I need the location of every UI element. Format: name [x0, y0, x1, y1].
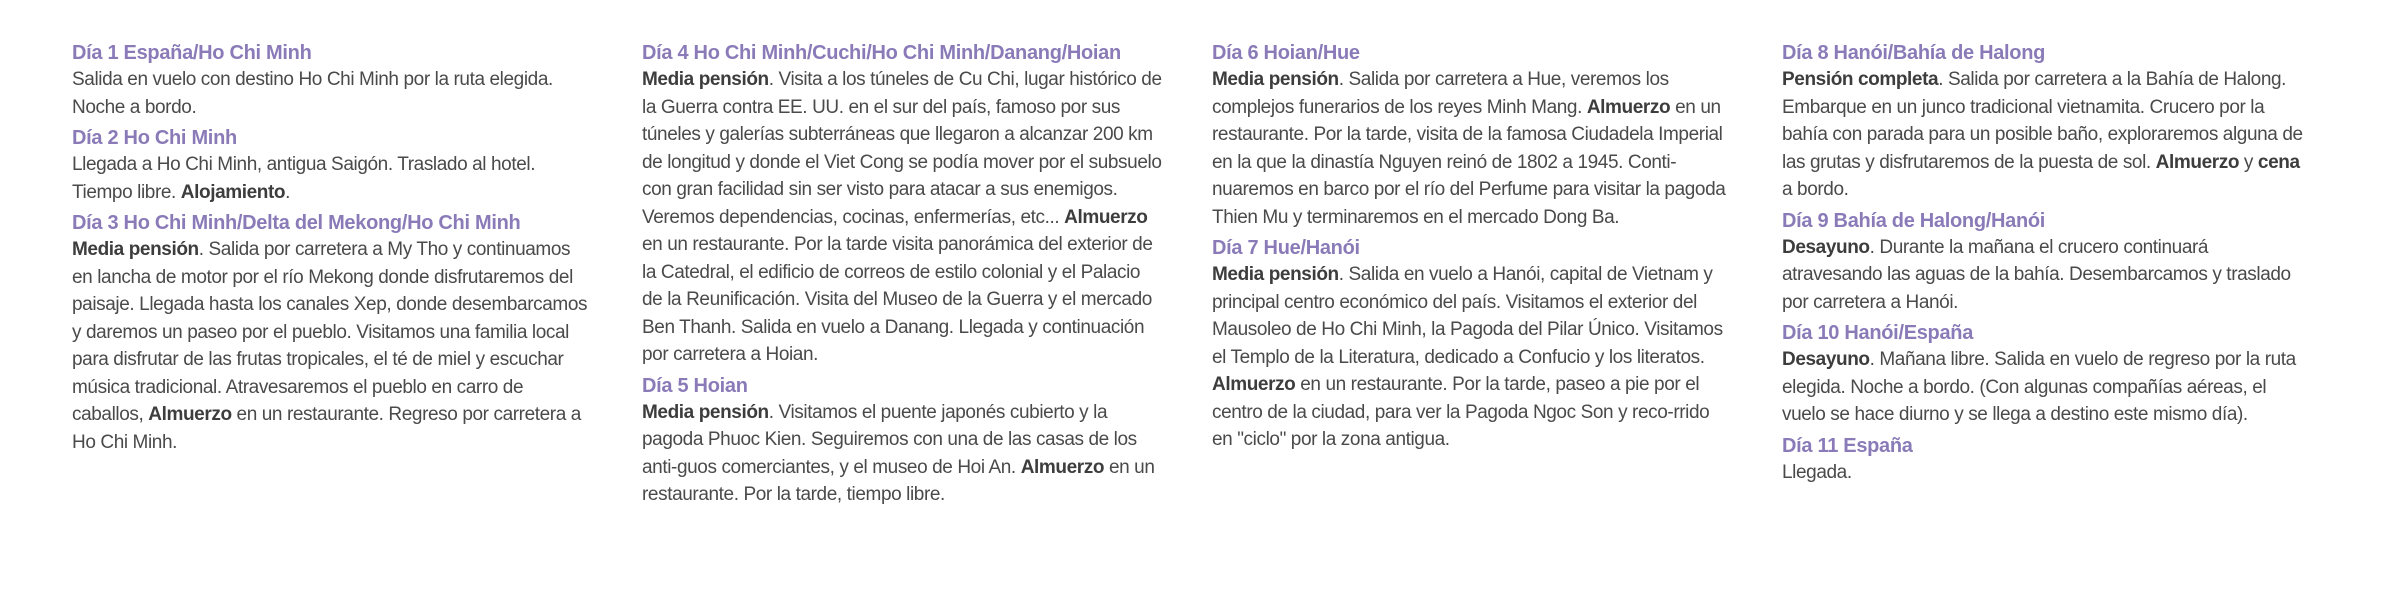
bold-text: Almuerzo [1064, 206, 1148, 228]
text-segment: . Durante la mañana el crucero continuará atravesando las aguas de la bahía. Desembarcamos y traslado por carretera a Hanói. [1782, 236, 2291, 313]
text-segment: Llegada a Ho Chi Minh, antigua Saigón. Traslado al hotel. Tiempo libre. [72, 154, 536, 203]
bold-text: Media pensión [72, 239, 199, 260]
day-block [1212, 235, 1734, 454]
text-segment: a bordo. [1782, 179, 1849, 200]
day-description [642, 66, 1164, 369]
day-title: Día 8 Hanói/Bahía de Halong [1782, 42, 2046, 64]
day-block [1782, 320, 2304, 429]
text-segment: en un restaurante. Por la tarde, tiempo libre. [642, 456, 1155, 505]
day-block [72, 210, 594, 456]
day-title: Día 10 Hanói/España [1782, 322, 1974, 344]
day-description [1212, 261, 1734, 454]
bold-text: Media pensión [642, 69, 769, 90]
day-block [1782, 208, 2304, 317]
day-description [642, 399, 1164, 509]
day-block [1782, 433, 2304, 487]
day-block [1212, 40, 1734, 231]
text-segment: . Salida por carretera a My Tho y continuamos en lancha de motor por el río Mekong donde disfrutaremos del paisaje. Llegada hasta los canales Xep, donde desembarcamos y daremos un paseo por el pueblo. Visitamos una familia local para disfrutar de las frutas tropicales, el té de miel y escuchar música tradicional. Atravesaremos el pueblo en carro de caballos, [72, 239, 588, 425]
day-title: Día 1 España/Ho Chi Minh [72, 42, 312, 64]
text-segment: Salida en vuelo con destino Ho Chi Minh por la ruta elegida. Noche a bordo. [72, 69, 553, 118]
itinerary-column-3 [1212, 40, 1734, 614]
bold-text: Desayuno [1782, 349, 1870, 370]
text-segment: Llegada. [1782, 461, 1852, 483]
day-description [1782, 459, 2304, 487]
day-description [72, 236, 594, 456]
day-description [1782, 66, 2304, 204]
day-description [1782, 346, 2304, 429]
day-block [642, 373, 1164, 509]
day-title: Día 9 Bahía de Halong/Hanói [1782, 209, 2046, 232]
day-title: Día 11 España [1782, 434, 1913, 457]
day-title: Día 4 Ho Chi Minh/Cuchi/Ho Chi Minh/Danang/Hoian [642, 42, 1121, 64]
day-block [1782, 40, 2304, 204]
bold-text: Almuerzo [148, 404, 232, 425]
bold-text: Almuerzo [2155, 151, 2240, 173]
day-title: Día 7 Hue/Hanói [1212, 237, 1360, 259]
bold-text: Desayuno [1782, 236, 1870, 258]
day-title: Día 3 Ho Chi Minh/Delta del Mekong/Ho Chi Minh [72, 212, 521, 234]
itinerary-column-1 [72, 40, 594, 614]
day-title: Día 2 Ho Chi Minh [72, 127, 237, 149]
bold-text: Pensión completa [1782, 69, 1939, 90]
bold-text: Almuerzo [1212, 374, 1296, 395]
bold-text: Alojamiento [180, 181, 286, 203]
day-block [642, 40, 1164, 369]
text-segment: . [285, 181, 291, 203]
day-block [72, 125, 594, 206]
bold-text: Almuerzo [1020, 456, 1105, 478]
text-segment: . Mañana libre. Salida en vuelo de regreso por la ruta elegida. Noche a bordo. (Con algunas compañías aéreas, el vuelo se hace diurno y se llega a destino este mismo día). [1782, 349, 2296, 425]
itinerary-column-4 [1782, 40, 2304, 614]
day-description [72, 66, 594, 121]
text-segment: . Visitamos el puente japonés cubierto y la pagoda Phuoc Kien. Seguiremos con una de las casas de los anti-guos comerciantes, y el museo de Hoi An. [642, 401, 1137, 478]
text-segment: y [2239, 151, 2258, 173]
text-segment: . Salida por carretera a la Bahía de Halong. Embarque en un junco tradicional vietnamita. Crucero por la bahía con parada para un posible baño, exploraremos alguna de las grutas y disfrutaremos de la puesta de sol. [1782, 69, 2303, 173]
day-description [72, 151, 594, 206]
day-description [1212, 66, 1734, 231]
bold-text: Media pensión [1212, 69, 1339, 90]
text-segment: en un restaurante. Regreso por carretera a Ho Chi Minh. [72, 404, 581, 453]
text-segment: . Salida por carretera a Hue, veremos los complejos funerarios de los reyes Minh Mang. [1212, 69, 1669, 118]
text-segment: . Salida en vuelo a Hanói, capital de Vietnam y principal centro económico del país. Visitamos el exterior del Mausoleo de Ho Chi Minh, la Pagoda del Pilar Único. Visitamos el Templo de la Literatura, dedicado a Confucio y los literatos. [1212, 264, 1723, 368]
text-segment: . Visita a los túneles de Cu Chi, lugar histórico de la Guerra contra EE. UU. en el sur del país, famoso por sus túneles y galerías subterráneas que llegaron a alcanzar 200 km de longitud y donde el Viet Cong se podía mover por el subsuelo con gran facilidad sin ser visto para atacar a sus enemigos. Veremos dependencias, cocinas, enfermerías, etc... [642, 69, 1162, 228]
text-segment: en un restaurante. Por la tarde, visita de la famosa Ciudadela Imperial en la que la dinastía Nguyen reinó de 1802 a 1945. Conti-nuaremos en barco por el río del Perfume para visitar la pagoda Thien Mu y terminaremos en el mercado Dong Ba. [1212, 96, 1726, 228]
itinerary-column-2 [642, 40, 1164, 614]
day-description [1782, 234, 2304, 317]
text-segment: en un restaurante. Por la tarde visita panorámica del exterior de la Catedral, el edificio de correos de estilo colonial y el Palacio de la Reunificación. Visita del Museo de la Guerra y el mercado Ben Thanh. Salida en vuelo a Danang. Llegada y continuación por carretera a Hoian. [642, 234, 1153, 365]
bold-text: cena [2257, 151, 2300, 173]
bold-text: Media pensión [1212, 264, 1339, 285]
text-segment: en un restaurante. Por la tarde, paseo a pie por el centro de la ciudad, para ver la Pagoda Ngoc Son y reco-rrido en "ciclo" por la zona antigua. [1212, 374, 1710, 450]
day-block [72, 40, 594, 121]
day-title: Día 6 Hoian/Hue [1212, 42, 1360, 64]
bold-text: Almuerzo [1586, 96, 1671, 118]
day-title: Día 5 Hoian [642, 374, 748, 397]
bold-text: Media pensión [642, 401, 769, 423]
